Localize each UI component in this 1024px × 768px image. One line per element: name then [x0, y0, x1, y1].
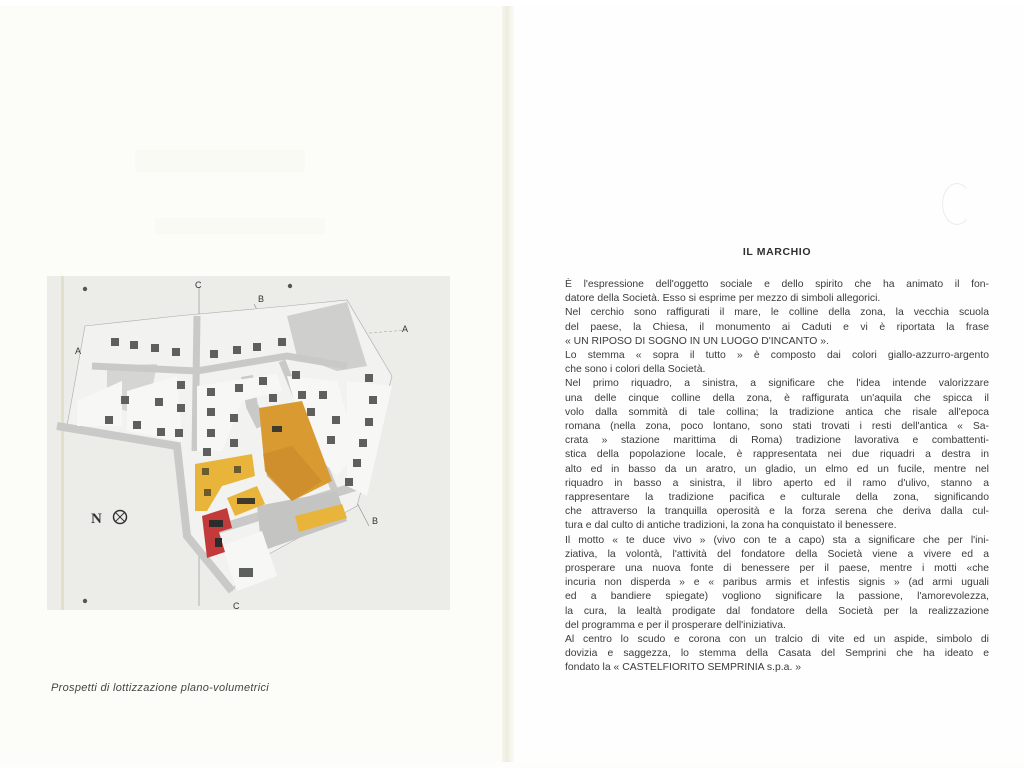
text-line: datore della Società. Esso si esprime per mezzo di simboli allegorici. — [565, 293, 881, 305]
text-line: Nel cerchio sono raffigurati il mare, le colline della zona, la vecchia scuola — [565, 307, 989, 319]
text-line: Lo stemma « sopra il tutto » è composto dai colori giallo-azzurro-argento — [565, 350, 989, 362]
text-line: del paese, la Chiesa, il monumento ai Caduti e vi è riportata la frase — [565, 321, 989, 333]
svg-text:B: B — [372, 516, 379, 526]
paragraph — [565, 278, 989, 306]
paragraph — [565, 534, 989, 633]
text-line: la cura, la lealtà prodigate dal fondatore della Società per la realizzazione — [565, 605, 989, 617]
text-line: del programma e per il prosperare dell'iniziativa. — [565, 619, 786, 631]
text-line: che attraverso la tranquilla operosità e la forza serena che deriva dalla cul- — [565, 506, 989, 518]
svg-text:C: C — [195, 280, 202, 290]
figure-caption: Prospetti di lottizzazione plano-volumetrici — [51, 682, 270, 694]
text-line: incuria non disperda » e « paribus armis et infestis signis » (ad armi uguali — [565, 577, 989, 589]
svg-text:A: A — [75, 346, 82, 356]
paragraph — [565, 349, 989, 377]
text-line: prosperare una nuova fonte di benessere per il paese, mentre i motti «che — [565, 563, 989, 575]
text-line: stica della popolazione locale, è rappresentata nei due riquadri a destra in — [565, 449, 989, 461]
svg-text:A: A — [402, 324, 409, 334]
text-line: che sono i colori della Società. — [565, 364, 706, 376]
paragraph — [565, 377, 989, 533]
text-line: È l'espressione dell'oggetto sociale e dello spirito che ha animato il fon- — [565, 279, 989, 290]
book-gutter — [502, 6, 514, 762]
text-line: rappresentare la tradizione pacifica e culturale della zona, significando — [565, 492, 989, 504]
text-line: Al centro lo scudo e corona con un tralcio di vite ed un aspide, simbolo di — [565, 634, 989, 646]
text-line: riquadro in basso a sinistra, il libro aperto ed il ramo d'ulivo, stanno a — [565, 477, 989, 489]
paragraph — [565, 633, 989, 676]
text-line: volo dalla sommità di tale collina; la tradizione antica che risale all'epoca — [565, 406, 989, 418]
paragraph — [565, 306, 989, 349]
text-line: dovizia e saggezza, lo stemma della Casata del Semprini che ha ideato e — [565, 648, 989, 660]
text-line: tura e dal culto di antiche tradizioni, la zona ha conquistato il benessere. — [565, 520, 897, 532]
show-through-text — [135, 150, 305, 172]
faint-circle-mark-icon — [942, 183, 972, 225]
site-plan-figure — [47, 276, 450, 610]
text-line: alto ed in basso da un aratro, un gladio, un elmo ed un fucile, mentre nel — [565, 463, 989, 475]
text-line: ziativa, la volontà, l'attività del fondatore della Società viene a vivere ed a — [565, 548, 989, 560]
text-line: « UN RIPOSO DI SOGNO IN UN LUOGO D'INCANTO ». — [565, 335, 829, 347]
text-line: crata » stazione marittima di Roma) tradizione lavorativa e combattenti- — [565, 435, 989, 447]
text-line: una delle cinque colline della zona, è raffigurata un'aquila che spicca il — [565, 392, 989, 404]
svg-text:B: B — [258, 294, 265, 304]
text-line: ed a bandiere spiegate) vogliono significare la passione, l'amorevolezza, — [565, 591, 989, 603]
show-through-text — [155, 218, 325, 234]
text-line: fondato la « CASTELFIORITO SEMPRINIA s.p.a. » — [565, 662, 802, 674]
text-line: Nel primo riquadro, a sinistra, a significare che l'idea intende valorizzare — [565, 378, 989, 390]
svg-text:C: C — [233, 601, 240, 610]
section-title: IL MARCHIO — [742, 246, 812, 258]
site-plan-drawing — [47, 276, 450, 610]
svg-text:N: N — [91, 511, 102, 527]
text-line: Il motto « te duce vivo » (vivo con te a capo) sta a significare che per l'ini- — [565, 534, 989, 546]
text-line: romana (nella zona, poco lontano, sono stati trovati i resti dell'antica « Sa- — [565, 421, 989, 433]
body-text — [565, 278, 989, 676]
